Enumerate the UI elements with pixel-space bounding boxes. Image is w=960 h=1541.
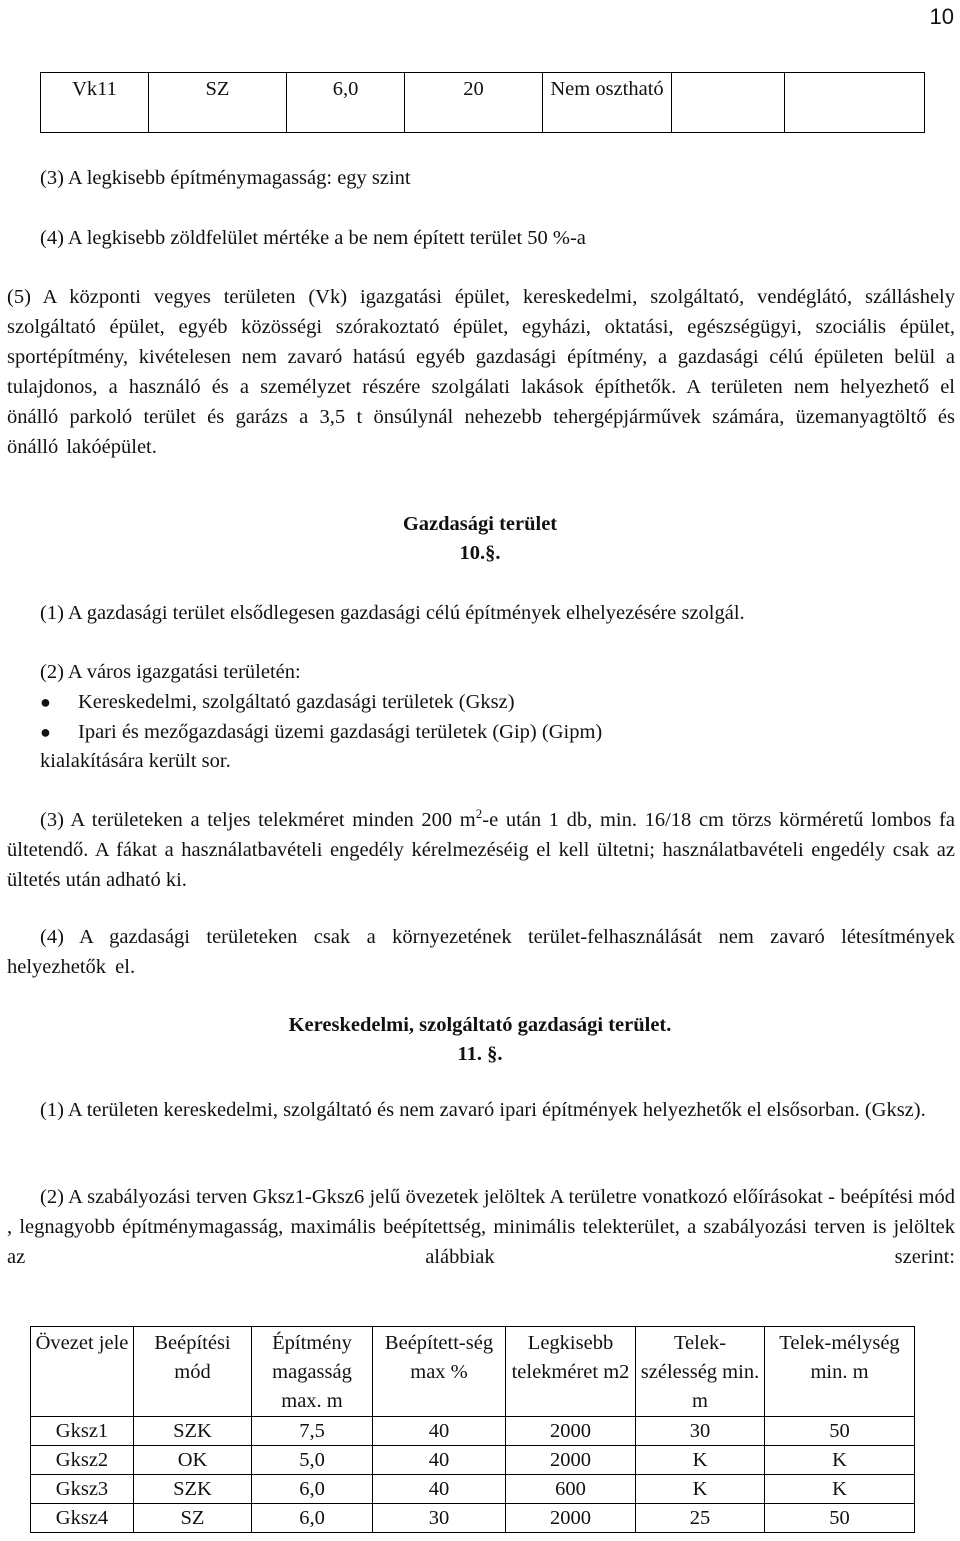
zone-table-vk11 — [40, 72, 925, 133]
table-row — [31, 1417, 915, 1446]
table-row — [31, 1475, 915, 1504]
table-cell: 50 — [765, 1504, 915, 1533]
table-row — [31, 1446, 915, 1475]
column-header: Legkisebb telekméret m2 — [506, 1327, 636, 1417]
paragraph-5: (5) A központi vegyes területen (Vk) igazgatási épület, kereskedelmi, szolgáltató, vendéglátó, szálláshely szolgáltató épület, egyéb közösségi szórakoztató épület, egyházi, oktatási, egészségügyi, szociális épület, sportépítmény, kivételesen nem zavaró hatású egyéb gazdasági építmény, a gazdasági célú épületen belül a tulajdonos, a használó és a személyzet részére szolgálati lakások építhetők. A területen nem helyezhető el önálló parkoló terület és garázs a 3,5 t önsúlynál nehezebb tehergépjárművek számára, üzemanyagtöltő és önálló lakóépület. — [7, 286, 955, 458]
table-cell: 30 — [373, 1504, 506, 1533]
section-11-title: Kereskedelmi, szolgáltató gazdasági terület. — [288, 1014, 672, 1036]
section-11-paragraph-1: (1) A területen kereskedelmi, szolgáltató és nem zavaró ipari építmények helyezhetők el elsősorban. (Gksz). — [40, 1099, 926, 1121]
column-header: Beépített-ség max % — [373, 1327, 506, 1417]
text-run: -e után 1 db, min. 16/18 cm törzs körméretű lombos fa ültetendő. A fákat a használatbavételi engedély kérelmezéséig el kell ültetni; használatbavételi engedély csak az ültetés után adható ki. — [7, 809, 955, 891]
section-11-paragraph-2: (2) A szabályozási terven Gksz1-Gksz6 jelű övezetek jelöltek A területre vonatkozó előírásokat - beépítési mód , legnagyobb építménymagasság, maximális beépítettség, minimális telekterület, a szabályozási terven is jelöltek az alábbiak szerint: — [7, 1186, 955, 1268]
page-number: 10 — [929, 4, 954, 29]
section-10-paragraph-1: (1) A gazdasági terület elsődlegesen gazdasági célú építmények elhelyezésére szolgál. — [40, 602, 745, 624]
table-cell: 40 — [373, 1417, 506, 1446]
table-cell: 40 — [373, 1446, 506, 1475]
paragraph-4: (4) A legkisebb zöldfelület mértéke a be nem épített terület 50 %-a — [40, 227, 586, 249]
table-cell: 25 — [636, 1504, 765, 1533]
table-cell: OK — [134, 1446, 252, 1475]
bullet-icon: ● — [40, 692, 51, 712]
table-cell: Gksz4 — [31, 1504, 134, 1533]
table-cell: SZ — [134, 1504, 252, 1533]
column-header: Övezet jele — [31, 1327, 134, 1417]
table-cell — [785, 73, 925, 133]
section-10-number: 10.§. — [459, 542, 501, 564]
table-cell: K — [636, 1475, 765, 1504]
table-cell: 20 — [405, 73, 543, 133]
table-cell: SZK — [134, 1417, 252, 1446]
table-cell: 7,5 — [252, 1417, 373, 1446]
list-item-text: Kereskedelmi, szolgáltató gazdasági területek (Gksz) — [78, 691, 515, 713]
list-item — [40, 687, 515, 717]
section-10-paragraph-2-outro: kialakítására került sor. — [40, 750, 231, 772]
section-10-paragraph-4: (4) A gazdasági területeken csak a környezetének terület-felhasználását nem zavaró létesítmények helyezhetők el. — [7, 926, 955, 978]
table-row — [31, 1504, 915, 1533]
section-11-number: 11. §. — [457, 1043, 503, 1065]
paragraph-3: (3) A legkisebb építménymagasság: egy szint — [40, 167, 411, 189]
column-header: Telek-mélység min. m — [765, 1327, 915, 1417]
table-cell: K — [765, 1446, 915, 1475]
table-cell: 2000 — [506, 1417, 636, 1446]
bullet-icon: ● — [40, 722, 51, 742]
table-header-row — [31, 1327, 915, 1417]
table-cell: 30 — [636, 1417, 765, 1446]
table-cell: 6,0 — [252, 1504, 373, 1533]
table-cell: 5,0 — [252, 1446, 373, 1475]
table-cell: K — [636, 1446, 765, 1475]
table-cell: SZ — [149, 73, 287, 133]
section-10-title: Gazdasági terület — [402, 513, 558, 535]
section-10-paragraph-2-intro: (2) A város igazgatási területén: — [40, 661, 301, 683]
superscript: 2 — [475, 806, 483, 822]
table-cell — [672, 73, 785, 133]
table-cell: 2000 — [506, 1504, 636, 1533]
column-header: Telek-szélesség min. m — [636, 1327, 765, 1417]
table-cell: 40 — [373, 1475, 506, 1504]
table-cell: K — [765, 1475, 915, 1504]
column-header: Beépítési mód — [134, 1327, 252, 1417]
text-run: (3) A területeken a teljes telekméret minden 200 m — [40, 809, 476, 831]
gksz-zone-table — [30, 1326, 915, 1533]
section-10-paragraph-3 — [7, 805, 955, 895]
table-cell: 2000 — [506, 1446, 636, 1475]
table-row — [41, 73, 925, 133]
table-cell: Vk11 — [41, 73, 149, 133]
table-cell: Gksz3 — [31, 1475, 134, 1504]
table-cell: Gksz2 — [31, 1446, 134, 1475]
table-cell: 6,0 — [287, 73, 405, 133]
table-cell: Nem osztható — [543, 73, 672, 133]
table-cell: 600 — [506, 1475, 636, 1504]
table-cell: 6,0 — [252, 1475, 373, 1504]
table-cell: SZK — [134, 1475, 252, 1504]
list-item — [40, 717, 602, 747]
table-cell: Gksz1 — [31, 1417, 134, 1446]
table-cell: 50 — [765, 1417, 915, 1446]
column-header: Építmény magasság max. m — [252, 1327, 373, 1417]
list-item-text: Ipari és mezőgazdasági üzemi gazdasági területek (Gip) (Gipm) — [78, 721, 603, 743]
